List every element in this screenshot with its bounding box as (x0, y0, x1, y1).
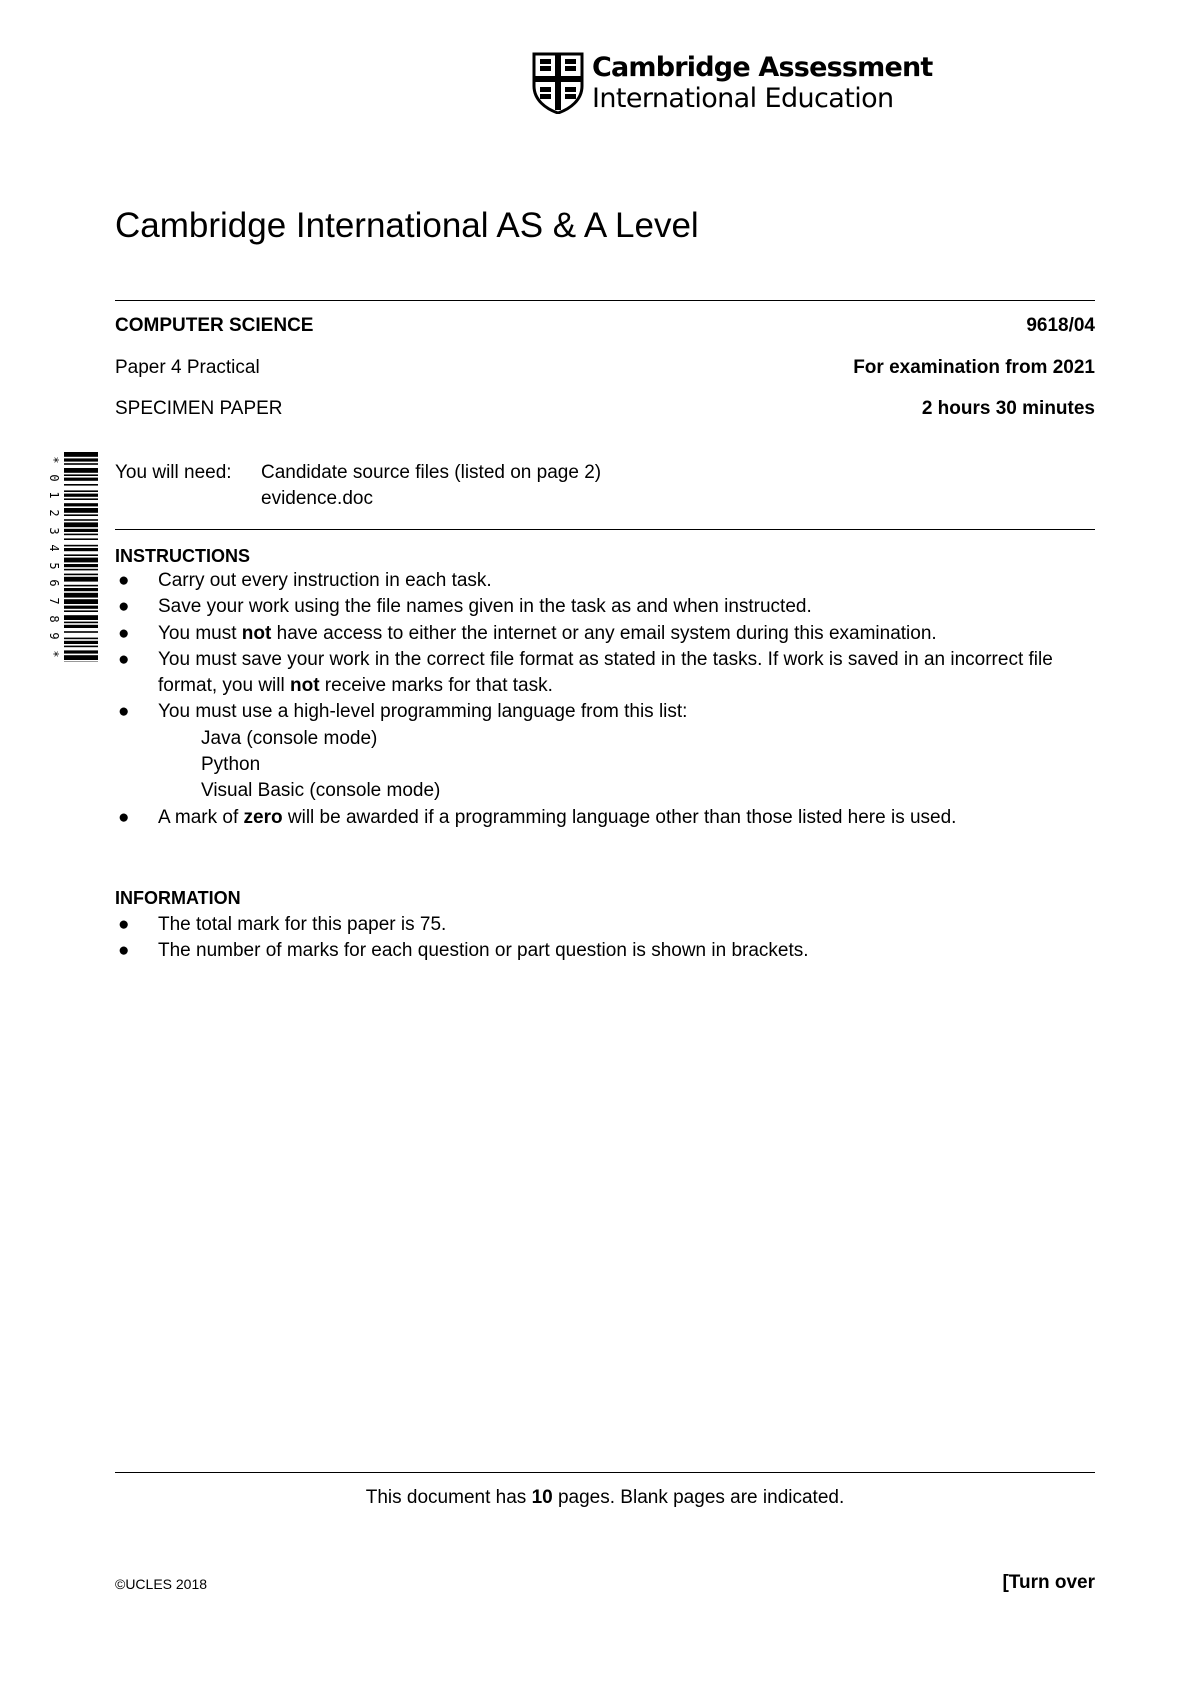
barcode-char: 9 (47, 632, 61, 640)
barcode-char: 4 (47, 544, 61, 552)
bullet-icon: ● (118, 701, 130, 723)
language-option: Python (201, 754, 261, 776)
barcode-char: 1 (47, 491, 61, 499)
needs-item: evidence.doc (261, 488, 373, 509)
logo-line-1: Cambridge Assessment (592, 52, 933, 83)
list-item: ● A mark of zero will be awarded if a programming language other than those listed here is used. (115, 805, 1095, 831)
barcode-char: 0 (47, 474, 61, 482)
bullet-icon: ● (118, 648, 130, 670)
instructions-heading: INSTRUCTIONS (115, 546, 250, 566)
requirements (115, 460, 601, 512)
bullet-icon: ● (118, 940, 130, 962)
paper-row (115, 356, 1095, 380)
bullet-icon: ● (118, 806, 130, 828)
barcode-char: 5 (47, 562, 61, 570)
list-item: ● The total mark for this paper is 75. (115, 912, 1095, 938)
barcode-char: 8 (47, 615, 61, 623)
barcode-char: 3 (47, 526, 61, 535)
list-item: ● You must use a high-level programming language from this list: Java (console mode) Python Visual Basic (console mode) (115, 699, 1095, 804)
barcode-char: 6 (47, 579, 61, 587)
divider-bottom (115, 1472, 1095, 1473)
needs-label: You will need: (115, 462, 232, 483)
barcode-char: * (47, 456, 61, 464)
instructions-list (115, 568, 1095, 831)
paper-name: Paper 4 Practical (115, 357, 260, 378)
subject-row (115, 314, 1095, 338)
list-item: ● Carry out every instruction in each task. (115, 568, 1095, 594)
bullet-icon: ● (118, 570, 130, 591)
page-count-note: This document has 10 pages. Blank pages are indicated. (365, 1487, 845, 1508)
divider-top (115, 300, 1095, 301)
specimen-row (115, 397, 1095, 421)
list-item: ● You must save your work in the correct file format as stated in the tasks. If work is saved in an incorrect file format, you will not receive marks for that task. (118, 648, 1053, 697)
list-item: ● Save your work using the file names given in the task as and when instructed. (115, 594, 1095, 620)
page-count: 10 (531, 1487, 553, 1508)
barcode-digits (44, 452, 60, 662)
exam-from: For examination from 2021 (853, 357, 1095, 378)
bullet-icon: ● (118, 622, 130, 644)
needs-item: Candidate source files (listed on page 2) (261, 462, 602, 483)
subject-name: COMPUTER SCIENCE (115, 315, 314, 336)
divider-middle (115, 529, 1095, 530)
syllabus-code: 9618/04 (1026, 315, 1095, 336)
copyright: ©UCLES 2018 (115, 1576, 208, 1592)
crest-icon (532, 52, 584, 114)
cambridge-logo (532, 52, 933, 114)
language-option: Java (console mode) (201, 727, 378, 749)
barcode-char: 2 (47, 509, 61, 517)
specimen-label: SPECIMEN PAPER (115, 398, 283, 419)
list-item: ● You must not have access to either the internet or any email system during this examination. (115, 621, 1095, 647)
bullet-icon: ● (118, 596, 130, 618)
barcode-char: * (47, 650, 61, 658)
bullet-icon: ● (118, 914, 130, 935)
turn-over-label: [Turn over (1002, 1572, 1095, 1593)
barcode-char: 7 (47, 597, 61, 605)
page-title: Cambridge International AS & A Level (115, 206, 699, 245)
language-option: Visual Basic (console mode) (201, 780, 441, 802)
duration: 2 hours 30 minutes (921, 398, 1095, 419)
list-item: ● The number of marks for each question or part question is shown in brackets. (115, 938, 1095, 964)
barcode-icon (64, 452, 98, 662)
information-heading: INFORMATION (115, 888, 241, 908)
logo-line-2: International Education (592, 83, 894, 114)
information-list (115, 912, 1095, 965)
